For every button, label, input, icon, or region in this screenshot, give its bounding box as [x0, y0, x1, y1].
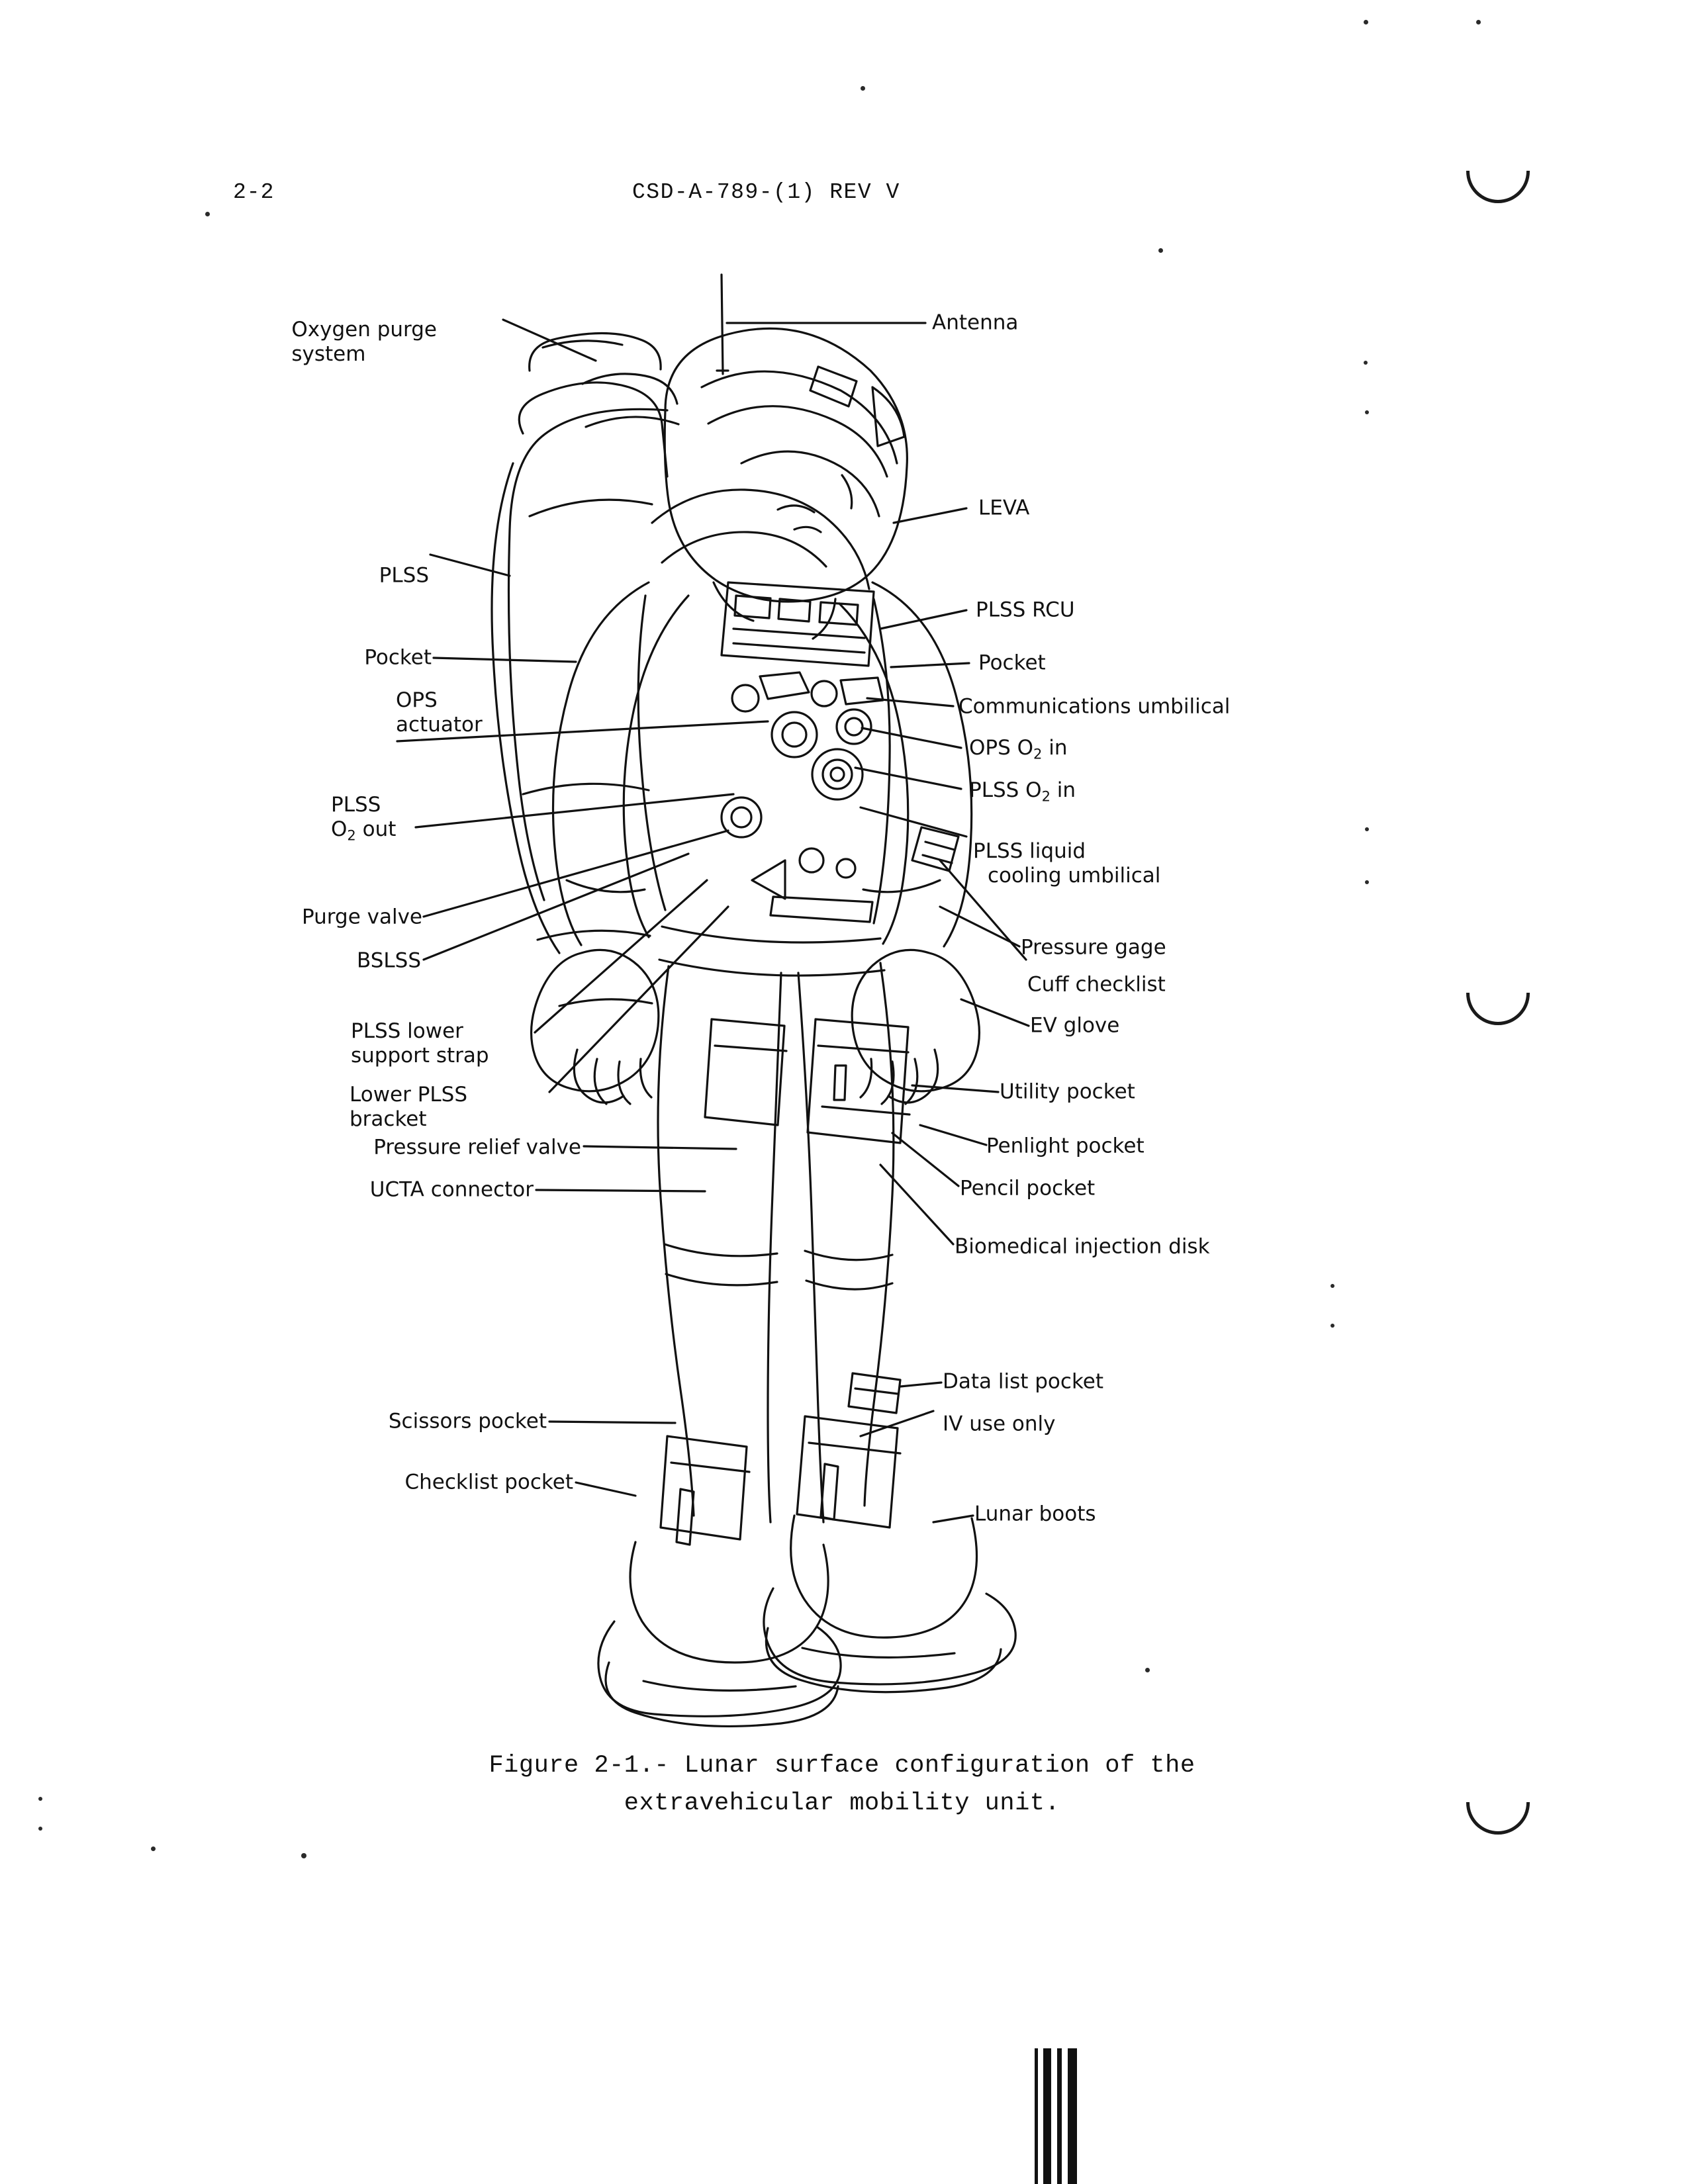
- label-oxygen-purge-system: Oxygen purge system: [291, 318, 437, 366]
- label-utility-pocket: Utility pocket: [1000, 1079, 1135, 1104]
- label-lunar-boots: Lunar boots: [974, 1502, 1096, 1526]
- label-pressure-gage: Pressure gage: [1021, 935, 1166, 960]
- label-penlight-pocket: Penlight pocket: [986, 1134, 1145, 1158]
- label-pocket-left: Pocket: [364, 645, 432, 670]
- label-leva: LEVA: [978, 496, 1030, 520]
- label-cuff-checklist: Cuff checklist: [1027, 972, 1166, 997]
- label-pencil-pocket: Pencil pocket: [960, 1176, 1096, 1201]
- label-communications-umbilical: Communications umbilical: [959, 694, 1231, 719]
- label-ucta-connector: UCTA connector: [369, 1177, 534, 1202]
- label-plss-o2-out: PLSS $O_2$ out: [331, 793, 397, 843]
- document-identifier: CSD-A-789-(1) REV V: [632, 180, 900, 205]
- label-plss-liquid-cooling-umbilical: PLSS liquid cooling umbilical: [973, 839, 1161, 887]
- page-number: 2-2: [233, 180, 275, 205]
- label-checklist-pocket: Checklist pocket: [404, 1470, 573, 1494]
- label-plss-o2-in: PLSS $O_2$ in: [969, 778, 1076, 805]
- label-antenna: Antenna: [932, 310, 1019, 335]
- label-plss: PLSS: [379, 563, 429, 588]
- figure-caption-line2: extravehicular mobility unit.: [624, 1790, 1060, 1818]
- label-ev-glove: EV glove: [1030, 1013, 1120, 1038]
- figure-caption-line1: Figure 2-1.- Lunar surface configuration of the: [489, 1752, 1195, 1780]
- label-bslss: BSLSS: [356, 948, 421, 973]
- label-ops-o2-in: OPS $O_2$ in: [969, 735, 1068, 762]
- label-scissors-pocket: Scissors pocket: [388, 1409, 547, 1433]
- label-ops-actuator: OPS actuator: [396, 688, 483, 737]
- figure-caption: [0, 1747, 1684, 1823]
- label-pressure-relief-valve: Pressure relief valve: [373, 1135, 581, 1160]
- label-biomedical-injection-disk: Biomedical injection disk: [955, 1234, 1210, 1259]
- label-iv-use-only: IV use only: [943, 1412, 1056, 1436]
- label-data-list-pocket: Data list pocket: [943, 1369, 1104, 1394]
- label-plss-lower-support-strap: PLSS lower support strap: [351, 1019, 489, 1068]
- label-plss-rcu: PLSS RCU: [976, 598, 1075, 622]
- label-pocket-right: Pocket: [978, 651, 1046, 675]
- label-purge-valve: Purge valve: [302, 905, 422, 929]
- label-lower-plss-bracket: Lower PLSS bracket: [350, 1083, 468, 1131]
- label-plss-o2-out-line2: $O_2$ out: [331, 817, 397, 843]
